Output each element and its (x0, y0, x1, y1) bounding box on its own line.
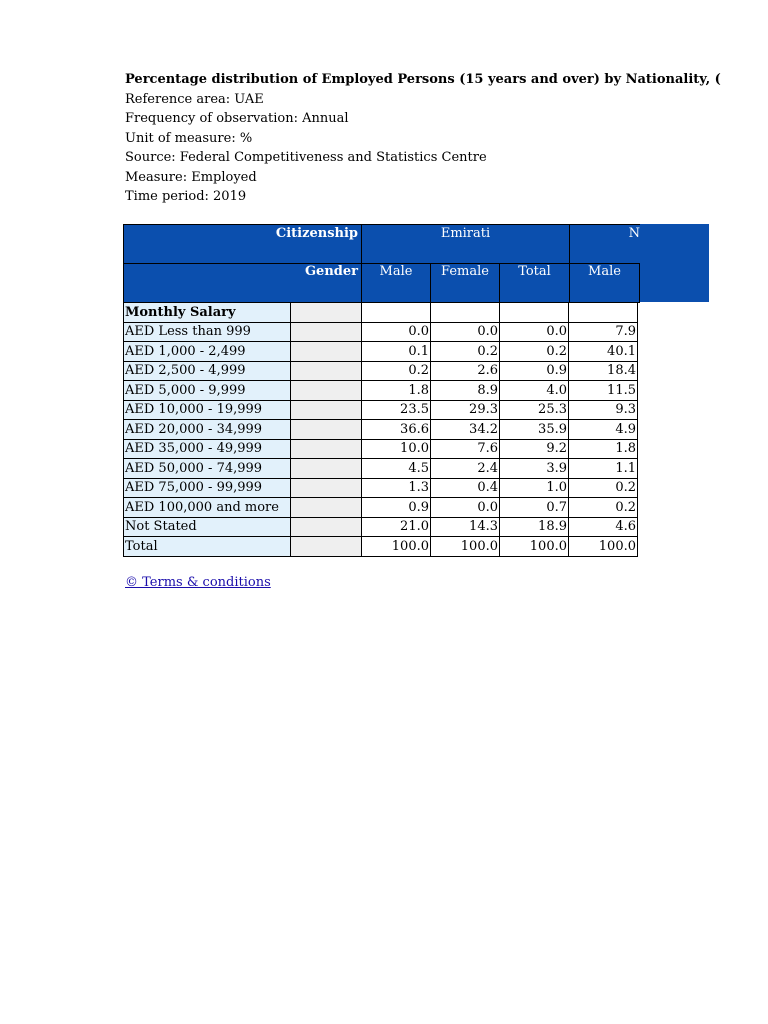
empty-cell (362, 303, 431, 323)
value-cell: 0.0 (362, 322, 431, 342)
value-cell: 100.0 (431, 537, 500, 557)
value-cell: 0.0 (431, 498, 500, 518)
row-label: AED 50,000 - 74,999 (124, 459, 291, 479)
table-row (124, 459, 638, 479)
value-cell: 35.9 (500, 420, 569, 440)
blank-cell (291, 498, 362, 518)
blank-cell (291, 439, 362, 459)
value-cell: 100.0 (362, 537, 431, 557)
table-row (124, 478, 638, 498)
gender-male-nonemirati (569, 263, 640, 303)
value-cell: 8.9 (431, 381, 500, 401)
row-label: AED 1,000 - 2,499 (124, 342, 291, 362)
table-row (124, 400, 638, 420)
value-cell: 0.2 (362, 361, 431, 381)
value-cell: 23.5 (362, 400, 431, 420)
value-cell: 18.4 (569, 361, 638, 381)
table-row (124, 420, 638, 440)
blank-cell (291, 517, 362, 537)
value-cell: 36.6 (362, 420, 431, 440)
blank-cell (291, 478, 362, 498)
salary-table (123, 302, 638, 557)
table-row (124, 517, 638, 537)
value-cell: 0.9 (500, 361, 569, 381)
value-cell: 2.6 (431, 361, 500, 381)
value-cell: 0.1 (362, 342, 431, 362)
section-label: Monthly Salary (124, 303, 291, 323)
row-label: AED 100,000 and more (124, 498, 291, 518)
row-label: AED Less than 999 (124, 322, 291, 342)
metadata-block (125, 70, 721, 207)
value-cell: 1.1 (569, 459, 638, 479)
value-cell: 9.3 (569, 400, 638, 420)
value-cell: 100.0 (500, 537, 569, 557)
citizenship-label: Citizenship (275, 226, 358, 241)
blank-cell (291, 342, 362, 362)
source: Source: Federal Competitiveness and Statistics Centre (125, 150, 487, 165)
unit-of-measure: Unit of measure: % (125, 130, 253, 146)
value-cell: 9.2 (500, 439, 569, 459)
blank-cell (291, 361, 362, 381)
gender-header-cell (123, 263, 362, 303)
value-cell: 1.8 (362, 381, 431, 401)
value-cell: 3.9 (500, 459, 569, 479)
value-cell: 4.0 (500, 381, 569, 401)
table-row (124, 322, 638, 342)
section-row (124, 303, 638, 323)
value-cell: 11.5 (569, 381, 638, 401)
table-row (124, 537, 638, 557)
value-cell: 34.2 (431, 420, 500, 440)
gender-label-male: Male (379, 264, 413, 279)
value-cell: 1.3 (362, 478, 431, 498)
value-cell: 4.5 (362, 459, 431, 479)
table-row (124, 439, 638, 459)
row-label: AED 10,000 - 19,999 (124, 400, 291, 420)
gender-male-emirati (361, 263, 431, 303)
nonemirati-header-cell (569, 224, 640, 264)
value-cell: 4.9 (569, 420, 638, 440)
gender-label: Gender (304, 264, 358, 279)
table-title: Percentage distribution of Employed Persons (15 years and over) by Nationality, ( (125, 72, 721, 87)
row-label: Total (124, 537, 291, 557)
value-cell: 2.4 (431, 459, 500, 479)
value-cell: 0.2 (569, 478, 638, 498)
value-cell: 18.9 (500, 517, 569, 537)
blank-cell (291, 420, 362, 440)
emirati-header-cell (361, 224, 570, 264)
value-cell: 0.0 (500, 322, 569, 342)
value-cell: 0.2 (431, 342, 500, 362)
value-cell: 29.3 (431, 400, 500, 420)
nonemirati-label: N (628, 226, 640, 241)
frequency: Frequency of observation: Annual (125, 111, 349, 126)
blank-cell (291, 303, 362, 323)
blank-cell (291, 459, 362, 479)
value-cell: 0.9 (362, 498, 431, 518)
value-cell: 7.6 (431, 439, 500, 459)
measure: Measure: Employed (125, 169, 257, 185)
value-cell: 100.0 (569, 537, 638, 557)
value-cell: 0.0 (431, 322, 500, 342)
gender-total-emirati (499, 263, 570, 303)
gender-label-total: Total (518, 264, 551, 279)
value-cell: 1.0 (500, 478, 569, 498)
blank-cell (291, 381, 362, 401)
value-cell: 14.3 (431, 517, 500, 537)
blank-cell (291, 537, 362, 557)
value-cell: 1.8 (569, 439, 638, 459)
gender-female-emirati (430, 263, 500, 303)
terms-link[interactable]: © Terms & conditions (125, 575, 271, 590)
row-label: Not Stated (124, 517, 291, 537)
value-cell: 40.1 (569, 342, 638, 362)
value-cell: 21.0 (362, 517, 431, 537)
value-cell: 0.2 (500, 342, 569, 362)
reference-area: Reference area: UAE (125, 91, 264, 107)
row-label: AED 35,000 - 49,999 (124, 439, 291, 459)
row-label: AED 5,000 - 9,999 (124, 381, 291, 401)
value-cell: 10.0 (362, 439, 431, 459)
emirati-label: Emirati (440, 226, 491, 241)
empty-cell (500, 303, 569, 323)
value-cell: 4.6 (569, 517, 638, 537)
table-row (124, 342, 638, 362)
row-label: AED 2,500 - 4,999 (124, 361, 291, 381)
table-row (124, 498, 638, 518)
citizenship-header-cell (123, 224, 362, 264)
empty-cell (569, 303, 638, 323)
blank-cell (291, 322, 362, 342)
row-label: AED 20,000 - 34,999 (124, 420, 291, 440)
empty-cell (431, 303, 500, 323)
value-cell: 25.3 (500, 400, 569, 420)
table-row (124, 361, 638, 381)
value-cell: 7.9 (569, 322, 638, 342)
value-cell: 0.2 (569, 498, 638, 518)
value-cell: 0.4 (431, 478, 500, 498)
gender-label-female: Female (441, 264, 489, 279)
row-label: AED 75,000 - 99,999 (124, 478, 291, 498)
gender-label-male-2: Male (588, 264, 621, 279)
blank-cell (291, 400, 362, 420)
time-period: Time period: 2019 (125, 189, 247, 204)
value-cell: 0.7 (500, 498, 569, 518)
table-row (124, 381, 638, 401)
